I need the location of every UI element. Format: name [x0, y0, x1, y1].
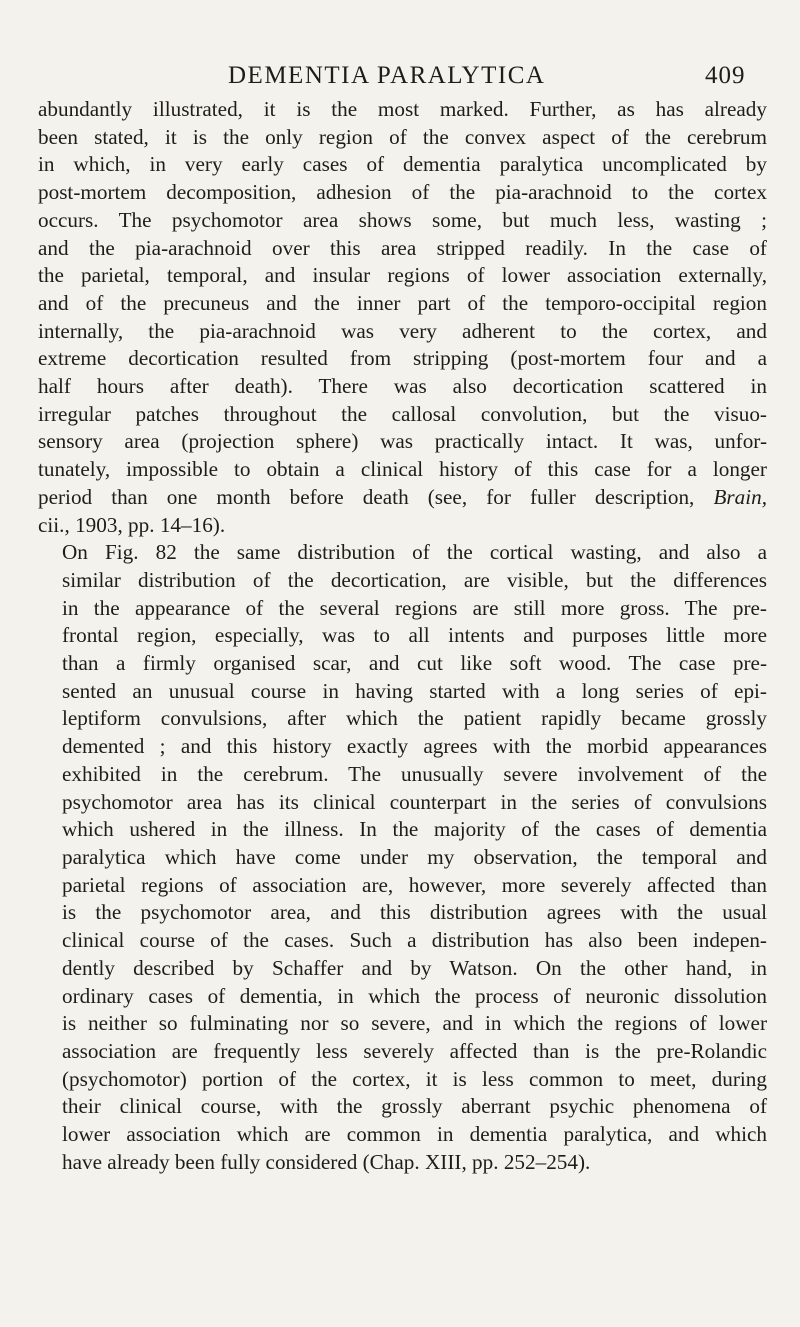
- page-number: 409: [705, 62, 746, 89]
- body-text: [38, 96, 767, 1176]
- text-line: exhibited in the cerebrum. The unusually severe involvement of the: [62, 761, 767, 786]
- running-head: [0, 62, 800, 92]
- text-line-part: period than one month before death (see, for fuller description,: [38, 484, 695, 509]
- text-line: their clinical course, with the grossly aberrant psychic phenomena of: [62, 1094, 767, 1119]
- text-line: tunately, impossible to obtain a clinical history of this case for a longer: [38, 457, 767, 482]
- text-line: sented an unusual course in having started with a long series of epi-: [62, 678, 767, 703]
- text-line: paralytica which have come under my observation, the temporal and: [62, 844, 767, 869]
- text-line: dently described by Schaffer and by Watson. On the other hand, in: [62, 955, 767, 980]
- text-line: is neither so fulminating nor so severe, and in which the regions of lower: [62, 1011, 767, 1036]
- paragraph-2: [38, 539, 767, 1176]
- text-line: extreme decortication resulted from stripping (post-mortem four and a: [38, 346, 767, 371]
- running-title: DEMENTIA PARALYTICA: [228, 62, 546, 89]
- text-line: demented ; and this history exactly agrees with the morbid appearances: [62, 734, 767, 759]
- text-line: been stated, it is the only region of the convex aspect of the cerebrum: [38, 124, 767, 149]
- text-line: parietal regions of association are, however, more severely affected than: [62, 872, 767, 897]
- text-line: association are frequently less severely affected than is the pre-Rolandic: [62, 1038, 767, 1063]
- text-line: [38, 484, 767, 512]
- text-line: half hours after death). There was also decortication scattered in: [38, 374, 767, 399]
- text-line: (psychomotor) portion of the cortex, it is less common to meet, during: [62, 1066, 767, 1091]
- text-line: and of the precuneus and the inner part of the temporo-occipital region: [38, 290, 767, 315]
- text-line: lower association which are common in dementia paralytica, and which: [62, 1122, 767, 1147]
- text-line: in which, in very early cases of dementia paralytica uncomplicated by: [38, 152, 767, 177]
- text-line: leptiform convulsions, after which the patient rapidly became grossly: [62, 706, 767, 731]
- text-line: ordinary cases of dementia, in which the process of neuronic dissolution: [62, 983, 767, 1008]
- text-line: sensory area (projection sphere) was practically intact. It was, unfor-: [38, 429, 767, 454]
- text-line: frontal region, especially, was to all intents and purposes little more: [62, 623, 767, 648]
- text-line: occurs. The psychomotor area shows some, but much less, wasting ;: [38, 207, 767, 232]
- paragraph-1: [38, 96, 767, 539]
- text-line: irregular patches throughout the callosal convolution, but the visuo-: [38, 401, 767, 426]
- text-line: is the psychomotor area, and this distribution agrees with the usual: [62, 900, 767, 925]
- text-line: in the appearance of the several regions are still more gross. The pre-: [62, 595, 767, 620]
- journal-title: Brain,: [713, 484, 767, 509]
- text-line: post-mortem decomposition, adhesion of the pia-arachnoid to the cortex: [38, 180, 767, 205]
- text-line: and the pia-arachnoid over this area stripped readily. In the case of: [38, 235, 767, 260]
- text-line: which ushered in the illness. In the majority of the cases of dementia: [62, 817, 767, 842]
- text-line: On Fig. 82 the same distribution of the cortical wasting, and also a: [62, 540, 767, 565]
- text-line: internally, the pia-arachnoid was very adherent to the cortex, and: [38, 318, 767, 343]
- text-line: than a firmly organised scar, and cut like soft wood. The case pre-: [62, 651, 767, 676]
- text-line: cii., 1903, pp. 14–16).: [38, 512, 226, 537]
- text-line: the parietal, temporal, and insular regions of lower association externally,: [38, 263, 767, 288]
- text-line: have already been fully considered (Chap. XIII, pp. 252–254).: [62, 1149, 591, 1174]
- text-line: abundantly illustrated, it is the most marked. Further, as has already: [38, 97, 767, 121]
- text-line: psychomotor area has its clinical counterpart in the series of convulsions: [62, 789, 767, 814]
- text-line: clinical course of the cases. Such a distribution has also been indepen-: [62, 928, 767, 953]
- text-line: similar distribution of the decortication, are visible, but the differences: [62, 567, 767, 592]
